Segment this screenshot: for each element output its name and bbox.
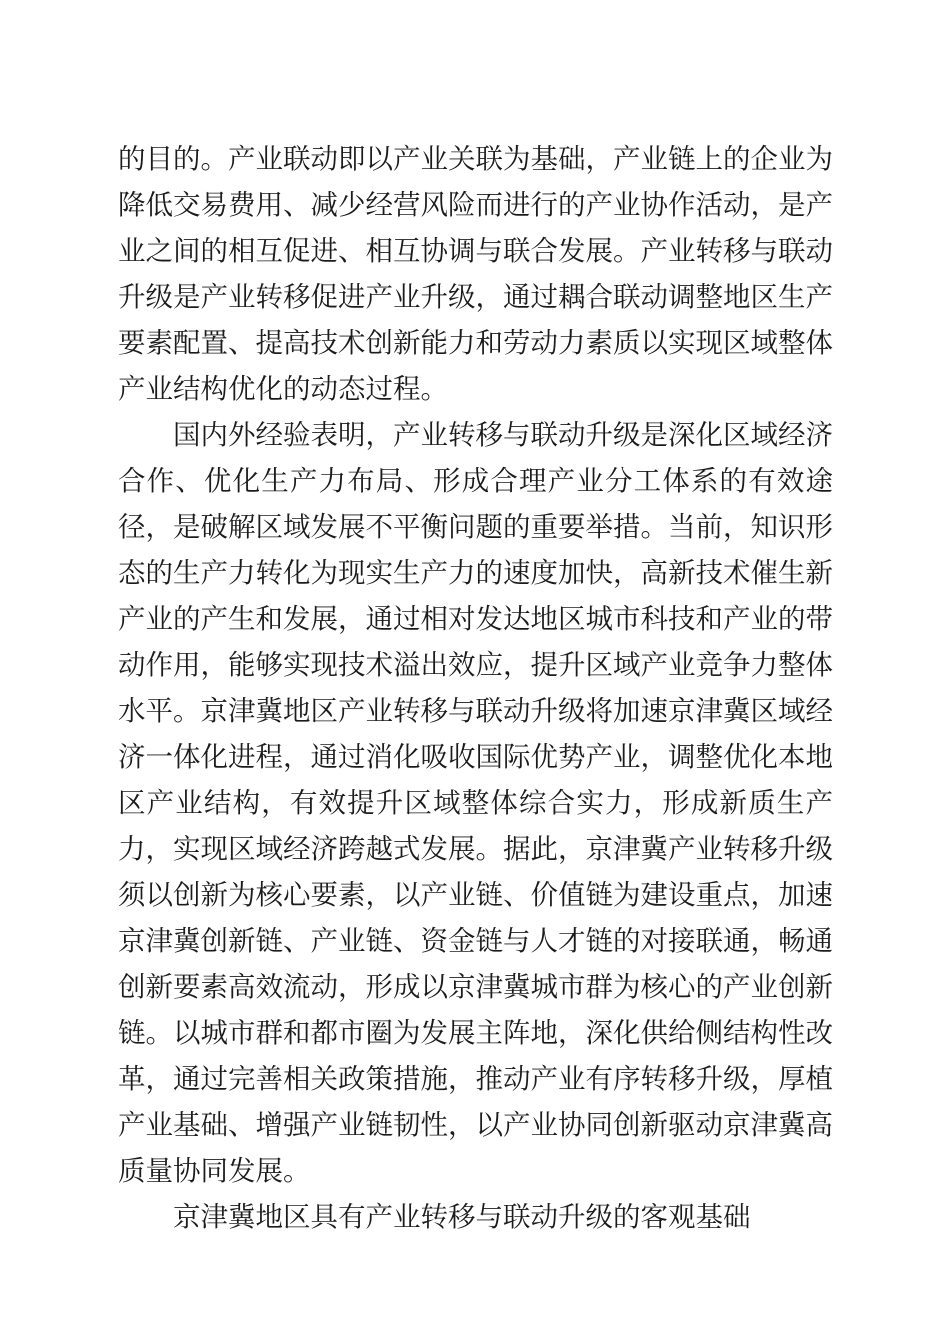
body-paragraph-continuation: 的目的。产业联动即以产业关联为基础，产业链上的企业为降低交易费用、减少经营风险而进行的产业协作活动，是产业之间的相互促进、相互协调与联合发展。产业转移与联动升级是产业转移促进产业升级，通过耦合联动调整地区生产要素配置、提高技术创新能力和劳动力素质以实现区域整体产业结构优化的动态过程。 [118,143,833,404]
section-subheading: 京津冀地区具有产业转移与联动升级的客观基础 [173,1201,751,1232]
document-body [118,136,833,1240]
body-paragraph: 国内外经验表明，产业转移与联动升级是深化区域经济合作、优化生产力布局、形成合理产业分工体系的有效途径，是破解区域发展不平衡问题的重要举措。当前，知识形态的生产力转化为现实生产力的速度加快，高新技术催生新产业的产生和发展，通过相对发达地区城市科技和产业的带动作用，能够实现技术溢出效应，提升区域产业竞争力整体水平。京津冀地区产业转移与联动升级将加速京津冀区域经济一体化进程，通过消化吸收国际优势产业，调整优化本地区产业结构，有效提升区域整体综合实力，形成新质生产力，实现区域经济跨越式发展。据此，京津冀产业转移升级须以创新为核心要素，以产业链、价值链为建设重点，加速京津冀创新链、产业链、资金链与人才链的对接联通，畅通创新要素高效流动，形成以京津冀城市群为核心的产业创新链。以城市群和都市圈为发展主阵地，深化供给侧结构性改革，通过完善相关政策措施，推动产业有序转移升级，厚植产业基础、增强产业链韧性，以产业协同创新驱动京津冀高质量协同发展。 [118,419,833,1186]
